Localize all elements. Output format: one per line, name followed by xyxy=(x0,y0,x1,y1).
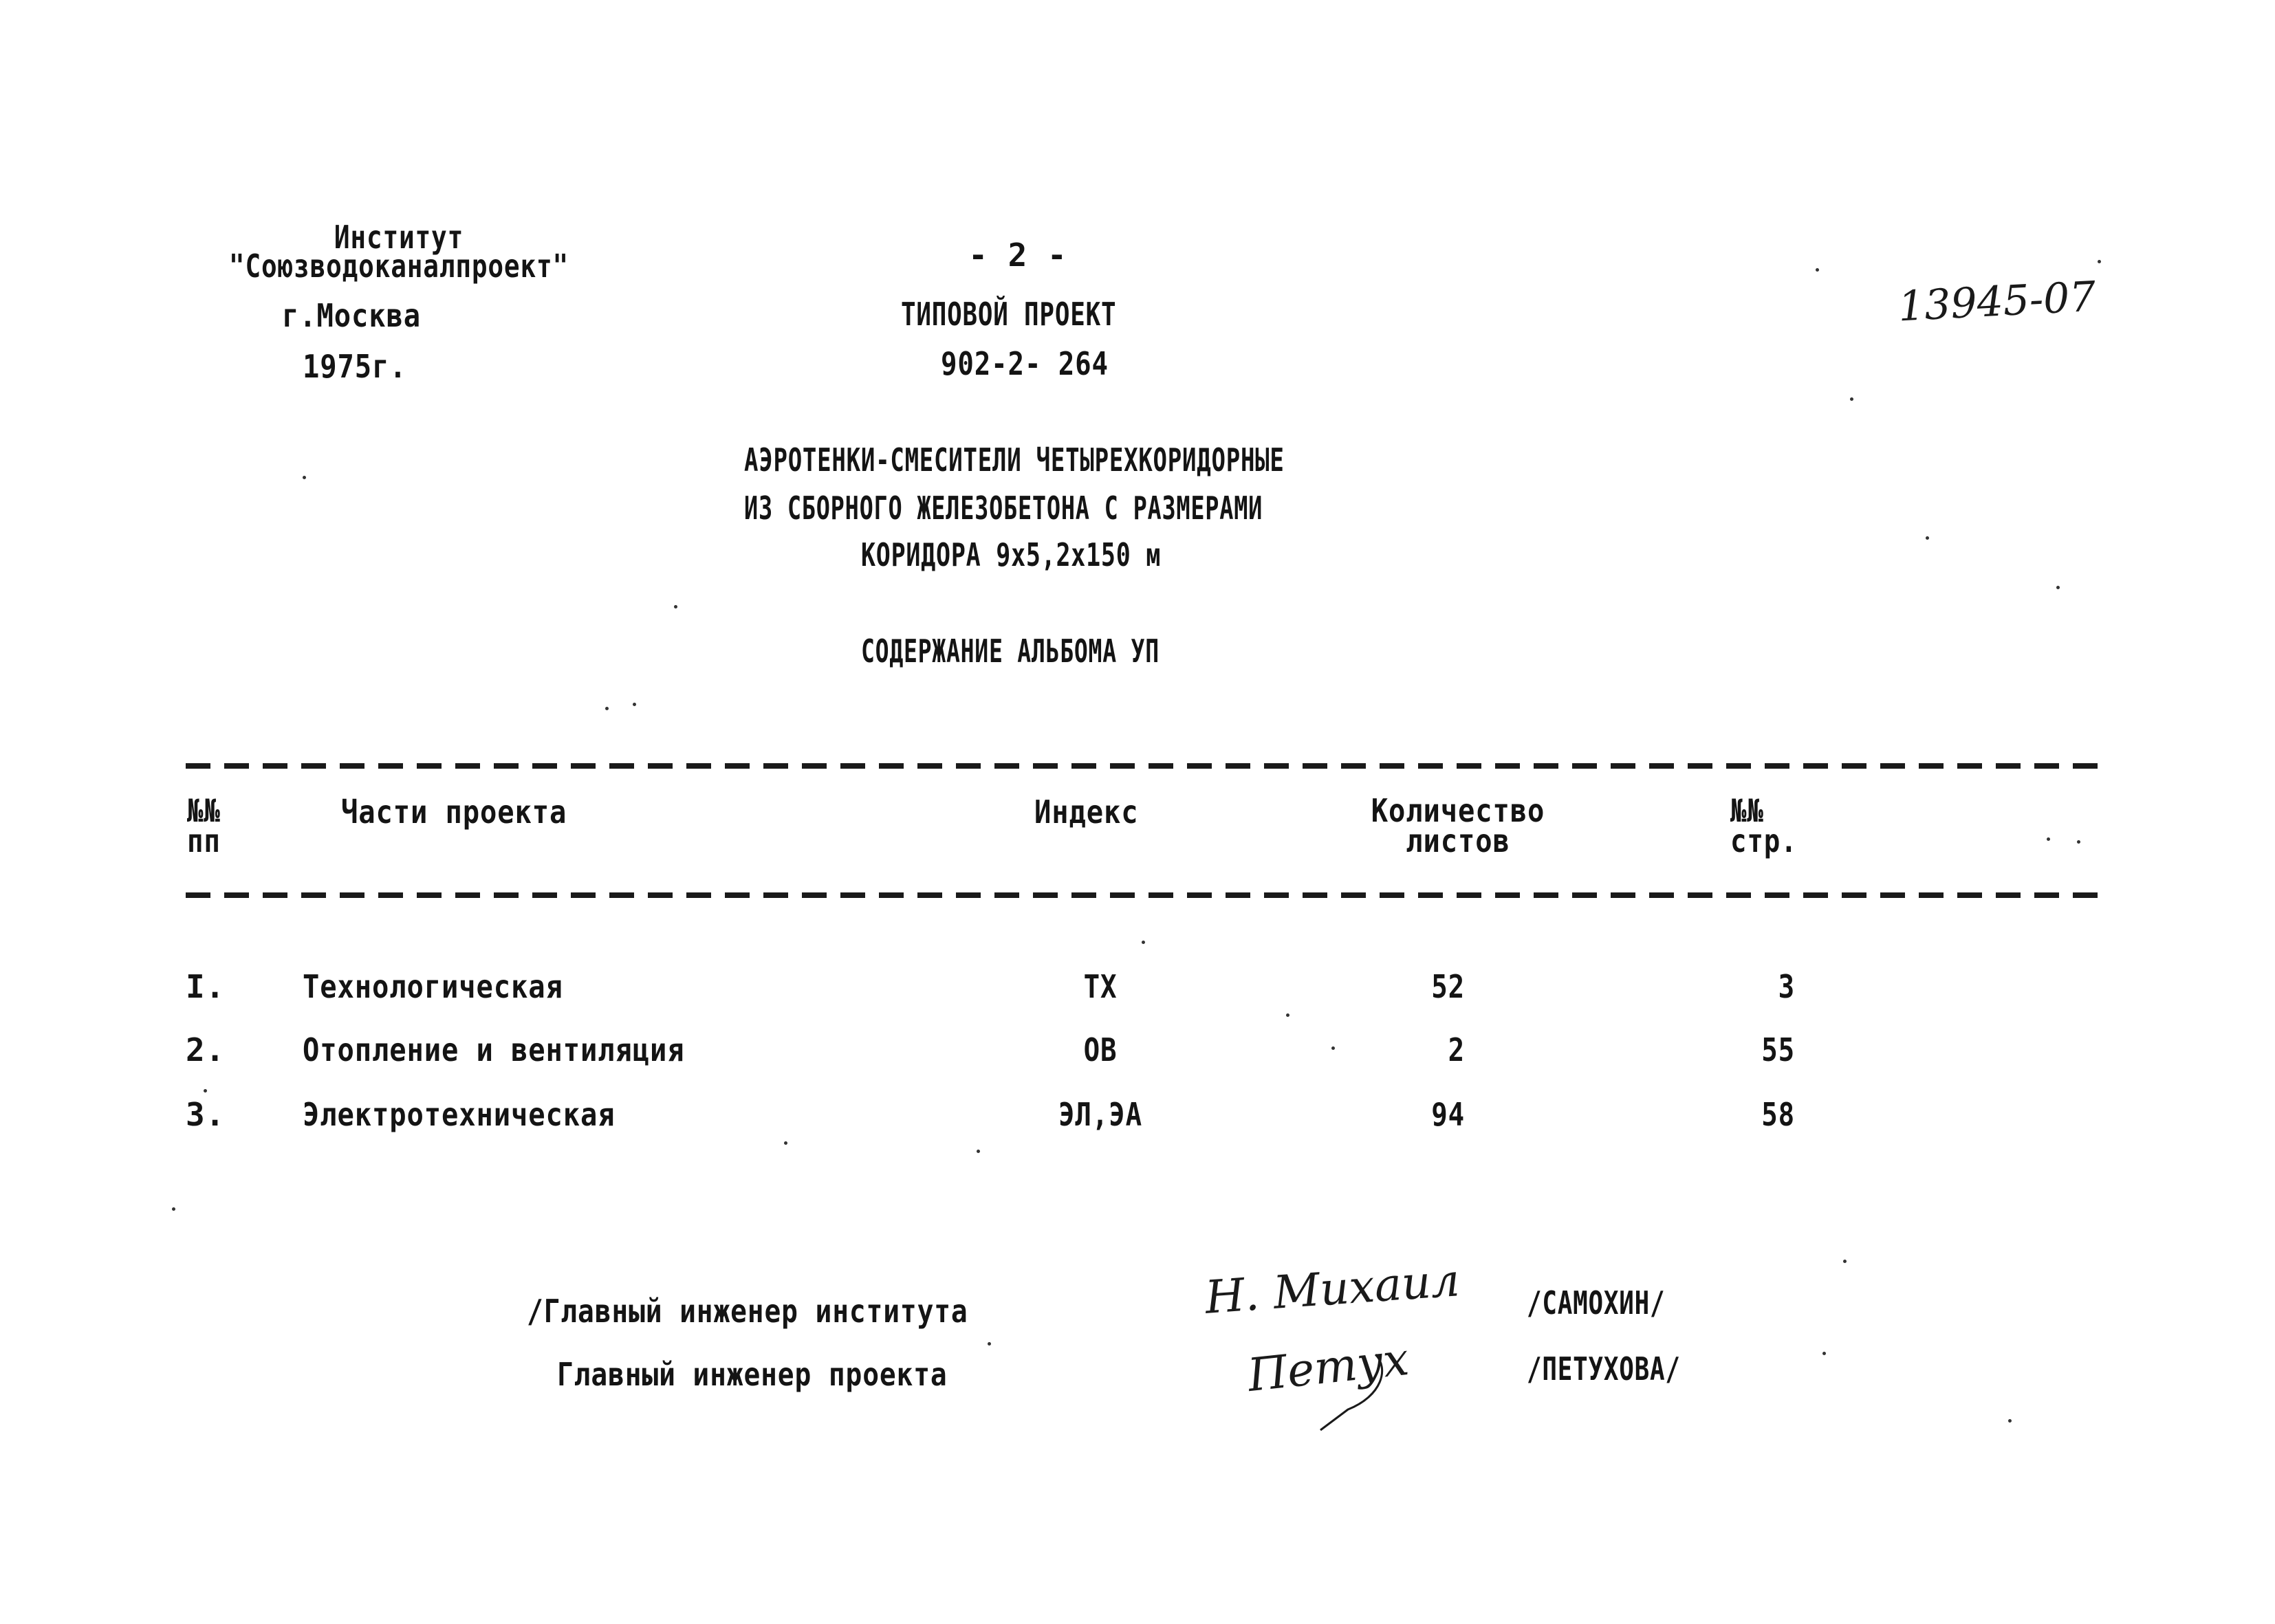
project-type: ТИПОВОЙ ПРОЕКТ xyxy=(901,296,1117,333)
signature-2-stroke xyxy=(1293,1341,1403,1437)
title-line2: ИЗ СБОРНОГО ЖЕЛЕЗОБЕТОНА С РАЗМЕРАМИ xyxy=(744,490,1263,527)
signature-1: Н. Михаил xyxy=(1203,1253,1461,1324)
chief-institute-label: /Главный инженер института xyxy=(527,1293,968,1330)
row-part: Электротехническая xyxy=(303,1096,616,1133)
scan-speck xyxy=(2077,840,2080,844)
row-page: 55 xyxy=(1761,1031,1795,1068)
scan-speck xyxy=(977,1150,980,1153)
scan-speck xyxy=(1816,268,1819,272)
scan-speck xyxy=(172,1207,175,1211)
row-index: ТХ xyxy=(1083,968,1118,1005)
row-page: 3 xyxy=(1778,968,1795,1005)
scan-speck xyxy=(1926,536,1929,540)
row-num: 2. xyxy=(186,1031,226,1068)
header-sheets-line1: Количество xyxy=(1371,792,1545,829)
project-code: 902-2- 264 xyxy=(941,345,1109,382)
table-row xyxy=(0,1096,2275,1140)
header-page xyxy=(1730,792,1798,859)
name-1: /САМОХИН/ xyxy=(1527,1284,1666,1321)
scan-speck xyxy=(1331,1046,1335,1050)
header-page-line2: стр. xyxy=(1730,822,1798,859)
title-line3: КОРИДОРА 9х5,2х150 м xyxy=(861,536,1162,573)
scan-speck xyxy=(1142,941,1145,944)
header-part: Части проекта xyxy=(341,793,567,831)
scan-speck xyxy=(2056,586,2060,589)
header-index: Индекс xyxy=(1034,793,1139,831)
scan-speck xyxy=(784,1141,787,1145)
row-num: 3. xyxy=(186,1096,226,1133)
institute-line1: Институт xyxy=(334,219,464,256)
institute-city: г.Москва xyxy=(282,297,422,334)
name-2: /ПЕТУХОВА/ xyxy=(1527,1350,1681,1387)
scan-speck xyxy=(1843,1260,1847,1263)
table-rule-top xyxy=(186,763,2098,769)
row-num: I. xyxy=(186,968,226,1005)
header-sheets-line2: листов xyxy=(1406,822,1510,859)
header-sheets xyxy=(1337,792,1579,859)
scan-speck xyxy=(2047,837,2050,841)
scan-speck xyxy=(1286,1013,1289,1017)
scan-speck xyxy=(988,1342,991,1346)
header-page-line1: №№ xyxy=(1730,792,1764,829)
header-num xyxy=(187,792,221,859)
page-number: - 2 - xyxy=(968,237,1067,274)
archive-number: 13945-07 xyxy=(1897,272,2098,331)
row-part: Технологическая xyxy=(303,968,563,1005)
row-sheets: 52 xyxy=(1431,968,1465,1005)
header-num-line1: №№ xyxy=(187,792,221,829)
scan-speck xyxy=(2098,260,2101,263)
scan-speck xyxy=(303,476,306,479)
scan-speck xyxy=(633,703,636,706)
row-index: ЭЛ,ЭА xyxy=(1058,1096,1142,1133)
scan-speck xyxy=(2008,1419,2012,1423)
contents-title: СОДЕРЖАНИЕ АЛЬБОМА УП xyxy=(861,633,1160,670)
table-rule-bottom xyxy=(186,892,2098,898)
table-row xyxy=(0,1031,2275,1075)
row-part: Отопление и вентиляция xyxy=(303,1031,685,1068)
scan-speck xyxy=(674,605,677,608)
scan-speck xyxy=(204,1089,207,1093)
row-sheets: 2 xyxy=(1448,1031,1465,1068)
row-page: 58 xyxy=(1761,1096,1795,1133)
row-sheets: 94 xyxy=(1431,1096,1465,1133)
institute-line2: "Союзводоканалпроект" xyxy=(228,248,569,285)
institute-name xyxy=(219,219,580,285)
table-row xyxy=(0,968,2275,1012)
institute-year: 1975г. xyxy=(303,348,407,385)
scan-speck xyxy=(1822,1352,1826,1355)
title-line1: АЭРОТЕНКИ-СМЕСИТЕЛИ ЧЕТЫРЕХКОРИДОРНЫЕ xyxy=(744,441,1285,479)
scan-speck xyxy=(605,707,609,710)
scan-speck xyxy=(1850,397,1853,401)
row-index: ОВ xyxy=(1083,1031,1118,1068)
chief-project-label: Главный инженер проекта xyxy=(557,1356,948,1393)
header-num-line2: пп xyxy=(187,822,221,859)
signature-2: Петух xyxy=(1245,1332,1412,1403)
